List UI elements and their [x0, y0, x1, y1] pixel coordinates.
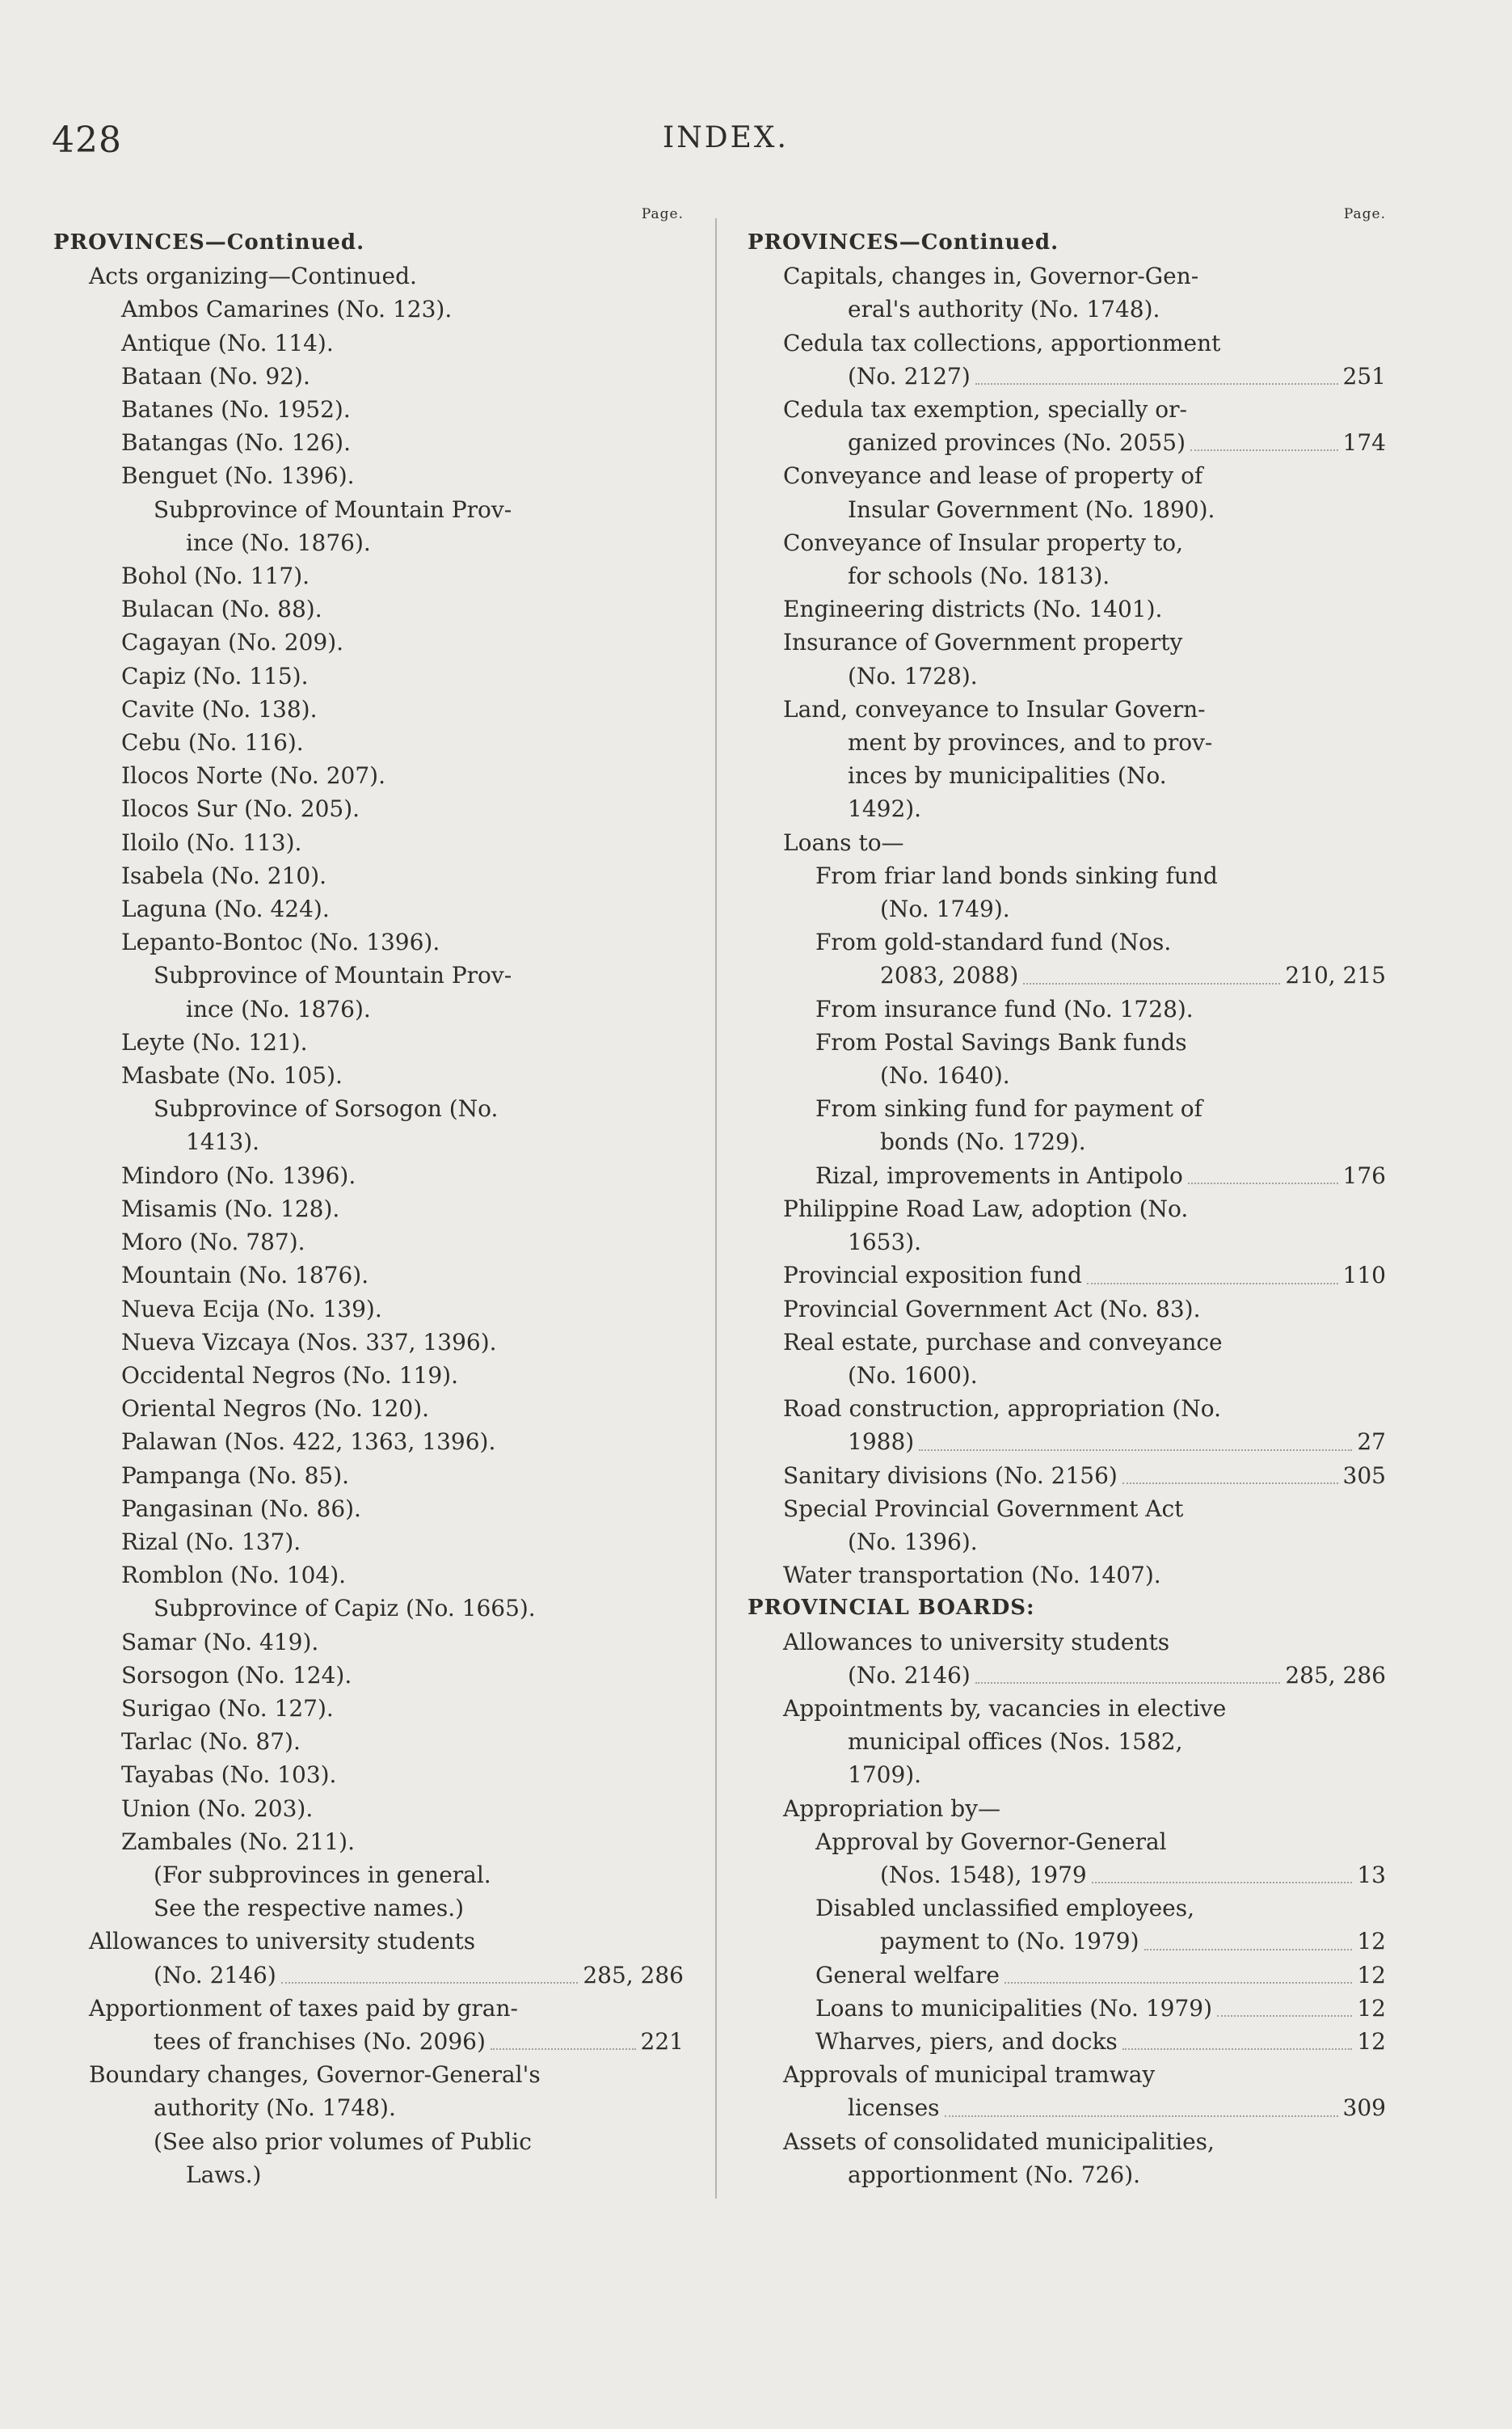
- index-entry: [748, 1425, 1386, 1458]
- dot-leader: [1188, 1183, 1338, 1184]
- entry-text: Engineering districts (No. 1401).: [783, 596, 1163, 623]
- index-entry: [53, 1259, 684, 1292]
- entry-text: From gold-standard fund (Nos.: [815, 929, 1172, 956]
- entry-text: Laguna (No. 424).: [121, 896, 330, 923]
- entry-text: From friar land bonds sinking fund: [815, 862, 1218, 889]
- entry-text: Moro (No. 787).: [121, 1229, 305, 1256]
- index-entry: [748, 1992, 1386, 2025]
- entry-text: (No. 1600).: [848, 1361, 978, 1389]
- entry-text: Palawan (Nos. 422, 1363, 1396).: [121, 1428, 496, 1456]
- entry-text: Acts organizing—Continued.: [89, 263, 417, 290]
- index-entry: [748, 559, 1386, 592]
- entry-text: for schools (No. 1813).: [848, 563, 1110, 590]
- dot-leader: [1122, 2048, 1353, 2050]
- index-entry: [748, 592, 1386, 626]
- entry-text: ganized provinces (No. 2055): [848, 429, 1186, 457]
- index-entry: [748, 959, 1386, 992]
- index-entry: [748, 1959, 1386, 1992]
- index-entry: [53, 1825, 684, 1858]
- index-entry: [53, 393, 684, 426]
- entry-text: Antique (No. 114).: [121, 329, 334, 356]
- index-entry: [53, 1359, 684, 1392]
- index-entry: [53, 1592, 684, 1625]
- entry-text: 1709).: [848, 1761, 922, 1789]
- entry-text: From Postal Savings Bank funds: [815, 1028, 1187, 1056]
- entry-text: (No. 1640).: [880, 1062, 1010, 1090]
- index-entry: [53, 759, 684, 792]
- entry-text: Batanes (No. 1952).: [121, 396, 351, 424]
- index-entry: [53, 1626, 684, 1659]
- index-entry: [53, 360, 684, 393]
- index-entry: [748, 1359, 1386, 1392]
- entry-text: (No. 2146): [154, 1961, 276, 1988]
- page-reference: 174: [1342, 429, 1386, 457]
- entry-text: Real estate, purchase and conveyance: [783, 1328, 1223, 1356]
- page-reference: 221: [640, 2027, 684, 2055]
- index-entry: [748, 1293, 1386, 1326]
- index-entry: [53, 293, 684, 326]
- entry-text: 1492).: [848, 795, 922, 823]
- index-entry: [748, 1626, 1386, 1659]
- entry-text: Pangasinan (No. 86).: [121, 1495, 361, 1522]
- index-entry: [53, 1092, 684, 1125]
- entry-text: Subprovince of Mountain Prov-: [154, 495, 512, 523]
- index-entry: [748, 393, 1386, 426]
- index-entry: [53, 2091, 684, 2124]
- index-entry: [748, 759, 1386, 792]
- page-reference: 305: [1342, 1461, 1386, 1489]
- entry-text: Subprovince of Mountain Prov-: [154, 962, 512, 989]
- entry-text: Special Provincial Government Act: [783, 1495, 1184, 1522]
- entry-text: Mindoro (No. 1396).: [121, 1162, 356, 1189]
- index-entry: [53, 327, 684, 360]
- entry-text: Provincial Government Act (No. 83).: [783, 1295, 1201, 1322]
- index-entry: [53, 660, 684, 693]
- index-entry: [53, 1925, 684, 1958]
- index-entry: [748, 426, 1386, 459]
- index-entry: [748, 1059, 1386, 1092]
- entry-text: Ilocos Norte (No. 207).: [121, 762, 386, 790]
- index-entry: [748, 1659, 1386, 1692]
- entry-text: Road construction, appropriation (No.: [783, 1395, 1222, 1423]
- index-heading: [53, 226, 684, 259]
- entry-text: Provincial exposition fund: [783, 1262, 1082, 1289]
- index-entry: [748, 993, 1386, 1026]
- entry-text: Occidental Negros (No. 119).: [121, 1361, 458, 1389]
- index-entry: [748, 626, 1386, 659]
- entry-text: 2083, 2088): [880, 962, 1019, 989]
- index-entry: [748, 1225, 1386, 1259]
- entry-text: Leyte (No. 121).: [121, 1028, 308, 1056]
- index-entry: [748, 1858, 1386, 1891]
- dot-leader: [975, 383, 1338, 385]
- index-entry: [53, 1858, 684, 1891]
- entry-text: Capiz (No. 115).: [121, 662, 309, 689]
- entry-text: Assets of consolidated municipalities,: [783, 2127, 1215, 2155]
- entry-text: Isabela (No. 210).: [121, 862, 327, 889]
- index-entry: [748, 1492, 1386, 1525]
- index-entry: [53, 1026, 684, 1059]
- index-entry: [53, 1959, 684, 1992]
- entry-text: Cedula tax exemption, specially or-: [783, 396, 1187, 424]
- index-entry: [748, 2091, 1386, 2124]
- dot-leader: [1217, 2015, 1352, 2017]
- index-entry: [53, 1525, 684, 1558]
- index-entry: [53, 1459, 684, 1492]
- entry-text: Boundary changes, Governor-General's: [89, 2061, 541, 2089]
- index-entry: [748, 2125, 1386, 2158]
- entry-text: Loans to—: [783, 829, 904, 856]
- entry-text: Lepanto-Bontoc (No. 1396).: [121, 929, 440, 956]
- entry-text: Pampanga (No. 85).: [121, 1461, 350, 1489]
- page-reference: 285, 286: [583, 1961, 684, 1988]
- index-entry: [748, 1026, 1386, 1059]
- index-entry: [53, 926, 684, 959]
- entry-text: Cedula tax collections, apportionment: [783, 329, 1221, 356]
- index-entry: [748, 1125, 1386, 1158]
- page-column-label: Page.: [641, 206, 684, 222]
- entry-text: Sorsogon (No. 124).: [121, 1661, 352, 1689]
- index-entry: [748, 693, 1386, 726]
- entry-text: licenses: [848, 2094, 940, 2122]
- page-reference: 27: [1357, 1428, 1386, 1456]
- index-entry: [748, 1758, 1386, 1791]
- index-entry: [53, 1225, 684, 1259]
- entry-text: Insular Government (No. 1890).: [848, 495, 1215, 523]
- entry-text: Rizal, improvements in Antipolo: [815, 1162, 1183, 1189]
- entry-text: inces by municipalities (No.: [848, 762, 1167, 790]
- index-heading: [748, 226, 1386, 259]
- entry-text: Surigao (No. 127).: [121, 1694, 334, 1722]
- index-column-right: [748, 202, 1386, 2191]
- entry-text: Capitals, changes in, Governor-Gen-: [783, 263, 1199, 290]
- entry-text: Conveyance of Insular property to,: [783, 529, 1183, 556]
- entry-text: Ambos Camarines (No. 123).: [121, 296, 453, 323]
- page-reference: 12: [1357, 1961, 1386, 1988]
- entry-text: Disabled unclassified employees,: [815, 1895, 1194, 1922]
- entry-text: Water transportation (No. 1407).: [783, 1562, 1161, 1589]
- dot-leader: [1122, 1482, 1338, 1484]
- entry-text: 1653).: [848, 1229, 922, 1256]
- index-entry: [53, 559, 684, 592]
- entry-text: Tarlac (No. 87).: [121, 1728, 301, 1756]
- entry-text: Bulacan (No. 88).: [121, 596, 322, 623]
- index-entry: [53, 459, 684, 492]
- dot-leader: [975, 1682, 1281, 1684]
- index-entry: [748, 1159, 1386, 1192]
- entry-text: Union (No. 203).: [121, 1794, 314, 1822]
- entry-text: Rizal (No. 137).: [121, 1528, 301, 1555]
- entry-text: bonds (No. 1729).: [880, 1128, 1086, 1156]
- entry-text: Allowances to university students: [89, 1928, 476, 1955]
- index-entry: [53, 1725, 684, 1758]
- index-entry: [748, 859, 1386, 892]
- dot-leader: [1144, 1949, 1353, 1950]
- entry-text: Ilocos Sur (No. 205).: [121, 795, 360, 823]
- entry-text: Zambales (No. 211).: [121, 1828, 355, 1855]
- index-entry: [53, 1992, 684, 2025]
- index-entry: [53, 1659, 684, 1692]
- index-entry: [748, 2025, 1386, 2058]
- page-reference: 309: [1342, 2094, 1386, 2122]
- index-entry: [53, 259, 684, 293]
- entry-text: Conveyance and lease of property of: [783, 462, 1203, 490]
- index-entry: [748, 1459, 1386, 1492]
- dot-leader: [1190, 449, 1338, 451]
- entry-text: Laws.): [186, 2161, 262, 2188]
- index-entry: [53, 592, 684, 626]
- index-entry: [53, 1492, 684, 1525]
- entry-text: Misamis (No. 128).: [121, 1195, 340, 1222]
- entry-text: Appropriation by—: [783, 1794, 1001, 1822]
- page-reference: 13: [1357, 1861, 1386, 1888]
- entry-text: See the respective names.): [154, 1895, 465, 1922]
- entry-text: Mountain (No. 1876).: [121, 1262, 369, 1289]
- index-entry: [53, 2158, 684, 2191]
- entry-text: Cagayan (No. 209).: [121, 629, 344, 656]
- entry-text: Samar (No. 419).: [121, 1628, 319, 1655]
- page-reference: 12: [1357, 1928, 1386, 1955]
- entry-text: Apportionment of taxes paid by gran-: [89, 1994, 518, 2022]
- entry-text: payment to (No. 1979): [880, 1928, 1139, 1955]
- index-entry: [53, 2025, 684, 2058]
- index-entry: [748, 1692, 1386, 1725]
- entry-text: From insurance fund (No. 1728).: [815, 995, 1194, 1023]
- page-number: 428: [52, 120, 122, 161]
- entry-text: Subprovince of Capiz (No. 1665).: [154, 1595, 536, 1622]
- index-entries: [748, 226, 1386, 2191]
- index-entry: [53, 1293, 684, 1326]
- page-reference: 12: [1357, 1994, 1386, 2022]
- index-entry: [748, 259, 1386, 293]
- index-entry: [748, 1259, 1386, 1292]
- index-entry: [53, 1125, 684, 1158]
- index-entry: [53, 1758, 684, 1791]
- index-entry: [53, 826, 684, 859]
- entry-text: Wharves, piers, and docks: [815, 2027, 1118, 2055]
- index-entry: [53, 1692, 684, 1725]
- page-reference: 210, 215: [1285, 962, 1386, 989]
- entry-text: Masbate (No. 105).: [121, 1062, 343, 1090]
- index-entry: [53, 1558, 684, 1592]
- page-reference: 176: [1342, 1162, 1386, 1189]
- entry-text: From sinking fund for payment of: [815, 1095, 1202, 1123]
- entry-text: Bataan (No. 92).: [121, 362, 310, 390]
- index-entry: [53, 1392, 684, 1425]
- dot-leader: [1023, 983, 1280, 985]
- index-entry: [53, 1792, 684, 1825]
- entry-text: Tayabas (No. 103).: [121, 1761, 337, 1789]
- index-entry: [748, 792, 1386, 825]
- entry-text: Subprovince of Sorsogon (No.: [154, 1095, 499, 1123]
- index-entry: [53, 1159, 684, 1192]
- page-reference: 110: [1342, 1262, 1386, 1289]
- index-entry: [748, 1092, 1386, 1125]
- index-entry: [53, 493, 684, 526]
- index-entry: [748, 660, 1386, 693]
- entry-text: municipal offices (Nos. 1582,: [848, 1728, 1183, 1756]
- entry-text: (No. 1396).: [848, 1528, 978, 1555]
- index-entry: [748, 1192, 1386, 1225]
- index-entry: [748, 726, 1386, 759]
- entry-text: Appointments by, vacancies in elective: [783, 1694, 1227, 1722]
- page-reference: 12: [1357, 2027, 1386, 2055]
- entry-text: Approvals of municipal tramway: [783, 2061, 1156, 2089]
- entry-text: Nueva Ecija (No. 139).: [121, 1295, 382, 1322]
- entry-text: Iloilo (No. 113).: [121, 829, 302, 856]
- entry-text: Sanitary divisions (No. 2156): [783, 1461, 1118, 1489]
- page-reference: 251: [1342, 362, 1386, 390]
- entry-text: Allowances to university students: [783, 1628, 1170, 1655]
- index-entry: [53, 959, 684, 992]
- entry-text: General welfare: [815, 1961, 1000, 1988]
- dot-leader: [1092, 1882, 1353, 1883]
- entry-text: tees of franchises (No. 2096): [154, 2027, 486, 2055]
- entry-text: PROVINCES—Continued.: [748, 230, 1059, 255]
- index-entry: [53, 693, 684, 726]
- index-entry: [53, 2058, 684, 2091]
- entry-text: ment by provinces, and to prov-: [848, 729, 1213, 757]
- index-entry: [748, 1891, 1386, 1925]
- index-entry: [748, 493, 1386, 526]
- entry-text: Cavite (No. 138).: [121, 695, 318, 723]
- page-reference: 285, 286: [1285, 1661, 1386, 1689]
- entry-text: Philippine Road Law, adoption (No.: [783, 1195, 1189, 1222]
- dot-leader: [945, 2115, 1338, 2117]
- index-entry: [748, 327, 1386, 360]
- entry-text: PROVINCES—Continued.: [53, 230, 365, 255]
- entry-text: Insurance of Government property: [783, 629, 1183, 656]
- entry-text: Bohol (No. 117).: [121, 563, 310, 590]
- index-column-left: [53, 202, 684, 2191]
- index-entry: [748, 2158, 1386, 2191]
- index-entry: [748, 1326, 1386, 1359]
- index-heading: [748, 1592, 1386, 1625]
- index-entry: [748, 926, 1386, 959]
- index-entry: [53, 526, 684, 559]
- entry-text: Batangas (No. 126).: [121, 429, 351, 457]
- index-entry: [53, 2125, 684, 2158]
- entry-text: Romblon (No. 104).: [121, 1562, 347, 1589]
- index-entry: [53, 993, 684, 1026]
- entry-text: Cebu (No. 116).: [121, 729, 304, 757]
- entry-text: ince (No. 1876).: [186, 529, 371, 556]
- index-entry: [748, 1392, 1386, 1425]
- entry-text: eral's authority (No. 1748).: [848, 296, 1160, 323]
- entry-text: (No. 2146): [848, 1661, 971, 1689]
- index-entry: [748, 360, 1386, 393]
- entry-text: apportionment (No. 726).: [848, 2161, 1141, 2188]
- entry-text: Benguet (No. 1396).: [121, 462, 355, 490]
- entry-text: PROVINCIAL BOARDS:: [748, 1596, 1035, 1621]
- entry-text: (No. 1749).: [880, 896, 1010, 923]
- index-entry: [53, 892, 684, 926]
- dot-leader: [281, 1982, 579, 1984]
- page-column-label: Page.: [1343, 206, 1386, 222]
- entry-text: Loans to municipalities (No. 1979): [815, 1994, 1213, 2022]
- index-entries: [53, 226, 684, 2191]
- index-entry: [748, 2058, 1386, 2091]
- entry-text: Nueva Vizcaya (Nos. 337, 1396).: [121, 1328, 497, 1356]
- index-entry: [748, 1792, 1386, 1825]
- index-entry: [748, 1525, 1386, 1558]
- dot-leader: [919, 1449, 1352, 1451]
- entry-text: 1413).: [186, 1128, 260, 1156]
- entry-text: Land, conveyance to Insular Govern-: [783, 695, 1206, 723]
- column-divider: [715, 218, 717, 2199]
- index-entry: [748, 526, 1386, 559]
- index-entry: [748, 892, 1386, 926]
- running-head: INDEX.: [663, 121, 789, 154]
- index-entry: [748, 459, 1386, 492]
- index-entry: [53, 426, 684, 459]
- index-entry: [748, 1925, 1386, 1958]
- index-entry: [53, 1059, 684, 1092]
- index-entry: [748, 1725, 1386, 1758]
- index-entry: [53, 1192, 684, 1225]
- dot-leader: [1087, 1283, 1338, 1284]
- entry-text: ince (No. 1876).: [186, 995, 371, 1023]
- index-entry: [748, 293, 1386, 326]
- entry-text: Oriental Negros (No. 120).: [121, 1395, 430, 1423]
- entry-text: (For subprovinces in general.: [154, 1861, 491, 1888]
- index-entry: [53, 1326, 684, 1359]
- entry-text: (See also prior volumes of Public: [154, 2127, 532, 2155]
- index-entry: [53, 1425, 684, 1458]
- index-entry: [748, 1558, 1386, 1592]
- entry-text: (Nos. 1548), 1979: [880, 1861, 1087, 1888]
- index-entry: [53, 1891, 684, 1925]
- dot-leader: [1004, 1982, 1352, 1984]
- dot-leader: [491, 2048, 636, 2050]
- index-entry: [53, 626, 684, 659]
- entry-text: (No. 2127): [848, 362, 971, 390]
- entry-text: authority (No. 1748).: [154, 2094, 396, 2122]
- index-entry: [53, 726, 684, 759]
- entry-text: (No. 1728).: [848, 662, 978, 689]
- index-entry: [748, 826, 1386, 859]
- entry-text: Approval by Governor-General: [815, 1828, 1167, 1855]
- index-entry: [748, 1825, 1386, 1858]
- entry-text: 1988): [848, 1428, 915, 1456]
- index-entry: [53, 859, 684, 892]
- index-entry: [53, 792, 684, 825]
